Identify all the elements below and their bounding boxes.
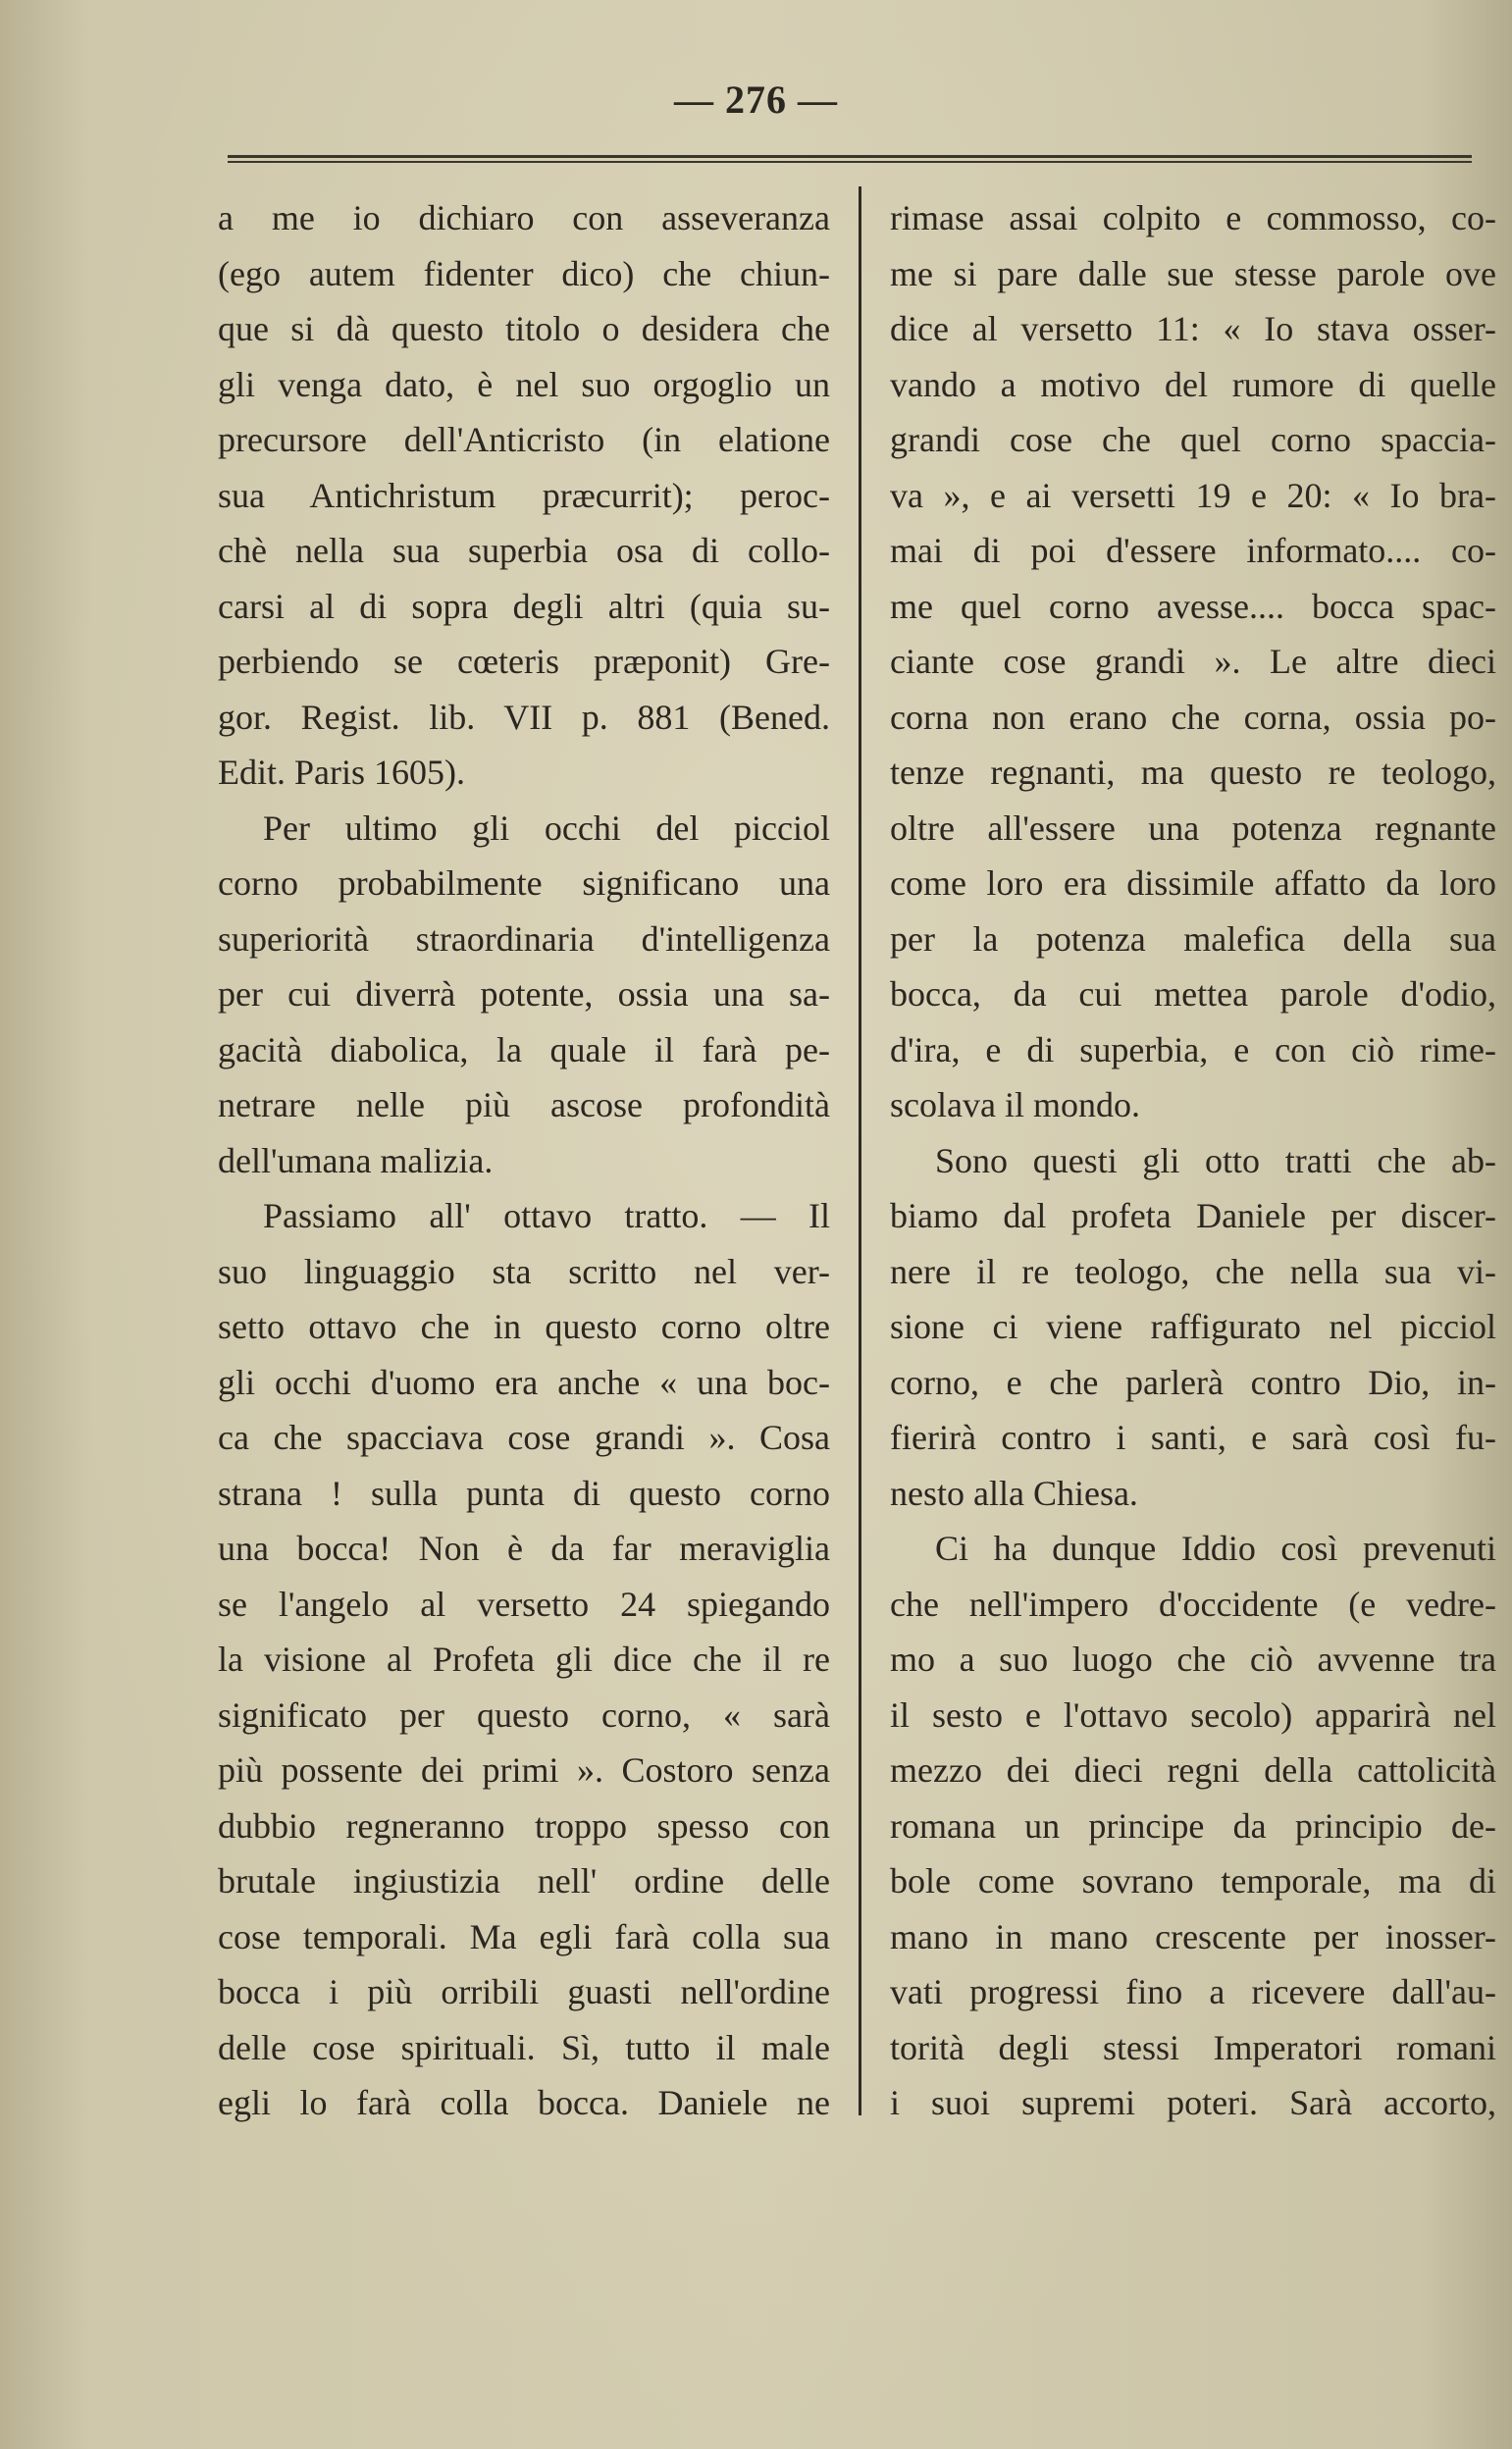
- text-line: fierirà contro i santi, e sarà così fu-: [890, 1418, 1496, 1457]
- text-line: cose temporali. Ma egli farà colla sua: [218, 1916, 830, 1956]
- text-line: dice al versetto 11: « Io stava osser-: [890, 309, 1496, 348]
- text-line: Edit. Paris 1605).: [218, 753, 465, 792]
- text-line: gli occhi d'uomo era anche « una boc-: [218, 1362, 830, 1402]
- text-line: va », e ai versetti 19 e 20: « Io bra-: [890, 475, 1496, 515]
- page-number: — 276 —: [674, 78, 838, 122]
- text-line: biamo dal profeta Daniele per discer-: [890, 1196, 1496, 1235]
- header-rule: [228, 155, 1472, 163]
- text-line: a me io dichiaro con asseveranza: [218, 198, 830, 237]
- text-line: chè nella sua superbia osa di collo-: [218, 531, 830, 570]
- text-line: gor. Regist. lib. VII p. 881 (Bened.: [218, 697, 830, 737]
- text-line: bocca i più orribili guasti nell'ordine: [218, 1972, 830, 2011]
- text-line: corna non erano che corna, ossia po-: [890, 697, 1496, 737]
- text-line: nesto alla Chiesa.: [890, 1473, 1138, 1513]
- text-line: bole come sovrano temporale, ma di: [890, 1861, 1496, 1901]
- text-line: grandi cose che quel corno spaccia-: [890, 420, 1496, 459]
- text-line: corno, e che parlerà contro Dio, in-: [890, 1362, 1496, 1402]
- text-line: carsi al di sopra degli altri (quia su-: [218, 586, 830, 626]
- left-column: [218, 190, 830, 2131]
- text-line: gacità diabolica, la quale il farà pe-: [218, 1029, 830, 1069]
- text-line: bocca, da cui mettea parole d'odio,: [890, 974, 1496, 1014]
- text-line: setto ottavo che in questo corno oltre: [218, 1307, 830, 1346]
- text-line: sua Antichristum præcurrit); peroc-: [218, 475, 830, 515]
- text-line: se l'angelo al versetto 24 spiegando: [218, 1584, 830, 1624]
- text-line: me si pare dalle sue stesse parole ove: [890, 253, 1496, 293]
- text-line: dubbio regneranno troppo spesso con: [218, 1805, 830, 1846]
- text-line: d'ira, e di superbia, e con ciò rime-: [890, 1029, 1496, 1069]
- text-line: ca che spacciava cose grandi ». Cosa: [218, 1418, 830, 1457]
- text-line: vati progressi fino a ricevere dall'au-: [890, 1972, 1496, 2011]
- text-line: mano in mano crescente per inosser-: [890, 1916, 1496, 1956]
- text-line: corno probabilmente significano una: [218, 863, 830, 903]
- text-line: significato per questo corno, « sarà: [218, 1694, 830, 1735]
- text-line: brutale ingiustizia nell' ordine delle: [218, 1861, 830, 1901]
- text-line: scolava il mondo.: [890, 1085, 1140, 1124]
- text-line: Ci ha dunque Iddio così prevenuti: [935, 1529, 1496, 1568]
- text-line: i suoi supremi poteri. Sarà accorto,: [890, 2083, 1496, 2122]
- text-line: torità degli stessi Imperatori romani: [890, 2027, 1496, 2067]
- text-line: per cui diverrà potente, ossia una sa-: [218, 974, 830, 1014]
- text-line: superiorità straordinaria d'intelligenza: [218, 918, 830, 959]
- column-divider: [859, 186, 861, 2115]
- text-line: mo a suo luogo che ciò avvenne tra: [890, 1640, 1496, 1679]
- text-line: netrare nelle più ascose profondità: [218, 1085, 830, 1124]
- text-line: gli venga dato, è nel suo orgoglio un: [218, 364, 830, 404]
- text-line: rimase assai colpito e commosso, co-: [890, 198, 1496, 237]
- text-line: mezzo dei dieci regni della cattolicità: [890, 1750, 1496, 1790]
- text-line: suo linguaggio sta scritto nel ver-: [218, 1251, 830, 1291]
- text-line: me quel corno avesse.... bocca spac-: [890, 586, 1496, 626]
- text-line: Sono questi gli otto tratti che ab-: [935, 1140, 1496, 1180]
- right-column: [890, 190, 1496, 2131]
- text-line: dell'umana malizia.: [218, 1140, 494, 1180]
- text-line: che nell'impero d'occidente (e vedre-: [890, 1584, 1496, 1624]
- text-line: (ego autem fidenter dico) che chiun-: [218, 253, 830, 293]
- text-line: mai di poi d'essere informato.... co-: [890, 531, 1496, 570]
- text-line: nere il re teologo, che nella sua vi-: [890, 1251, 1496, 1291]
- text-line: vando a motivo del rumore di quelle: [890, 364, 1496, 404]
- text-line: ciante cose grandi ». Le altre dieci: [890, 642, 1496, 681]
- text-line: Per ultimo gli occhi del picciol: [263, 808, 830, 848]
- text-line: delle cose spirituali. Sì, tutto il male: [218, 2027, 830, 2067]
- text-line: più possente dei primi ». Costoro senza: [218, 1750, 830, 1790]
- text-line: oltre all'essere una potenza regnante: [890, 808, 1496, 848]
- text-line: per la potenza malefica della sua: [890, 918, 1496, 959]
- text-line: sione ci viene raffigurato nel picciol: [890, 1307, 1496, 1346]
- text-line: una bocca! Non è da far meraviglia: [218, 1529, 830, 1568]
- text-line: Passiamo all' ottavo tratto. — Il: [263, 1196, 830, 1235]
- text-line: il sesto e l'ottavo secolo) apparirà nel: [890, 1694, 1496, 1735]
- text-line: perbiendo se cœteris præponit) Gre-: [218, 642, 830, 681]
- text-line: egli lo farà colla bocca. Daniele ne: [218, 2083, 830, 2122]
- text-line: strana ! sulla punta di questo corno: [218, 1473, 830, 1513]
- text-line: la visione al Profeta gli dice che il re: [218, 1640, 830, 1679]
- text-line: tenze regnanti, ma questo re teologo,: [890, 753, 1496, 792]
- text-line: romana un principe da principio de-: [890, 1805, 1496, 1846]
- text-line: come loro era dissimile affatto da loro: [890, 863, 1496, 903]
- text-line: precursore dell'Anticristo (in elatione: [218, 420, 830, 459]
- text-line: que si dà questo titolo o desidera che: [218, 309, 830, 348]
